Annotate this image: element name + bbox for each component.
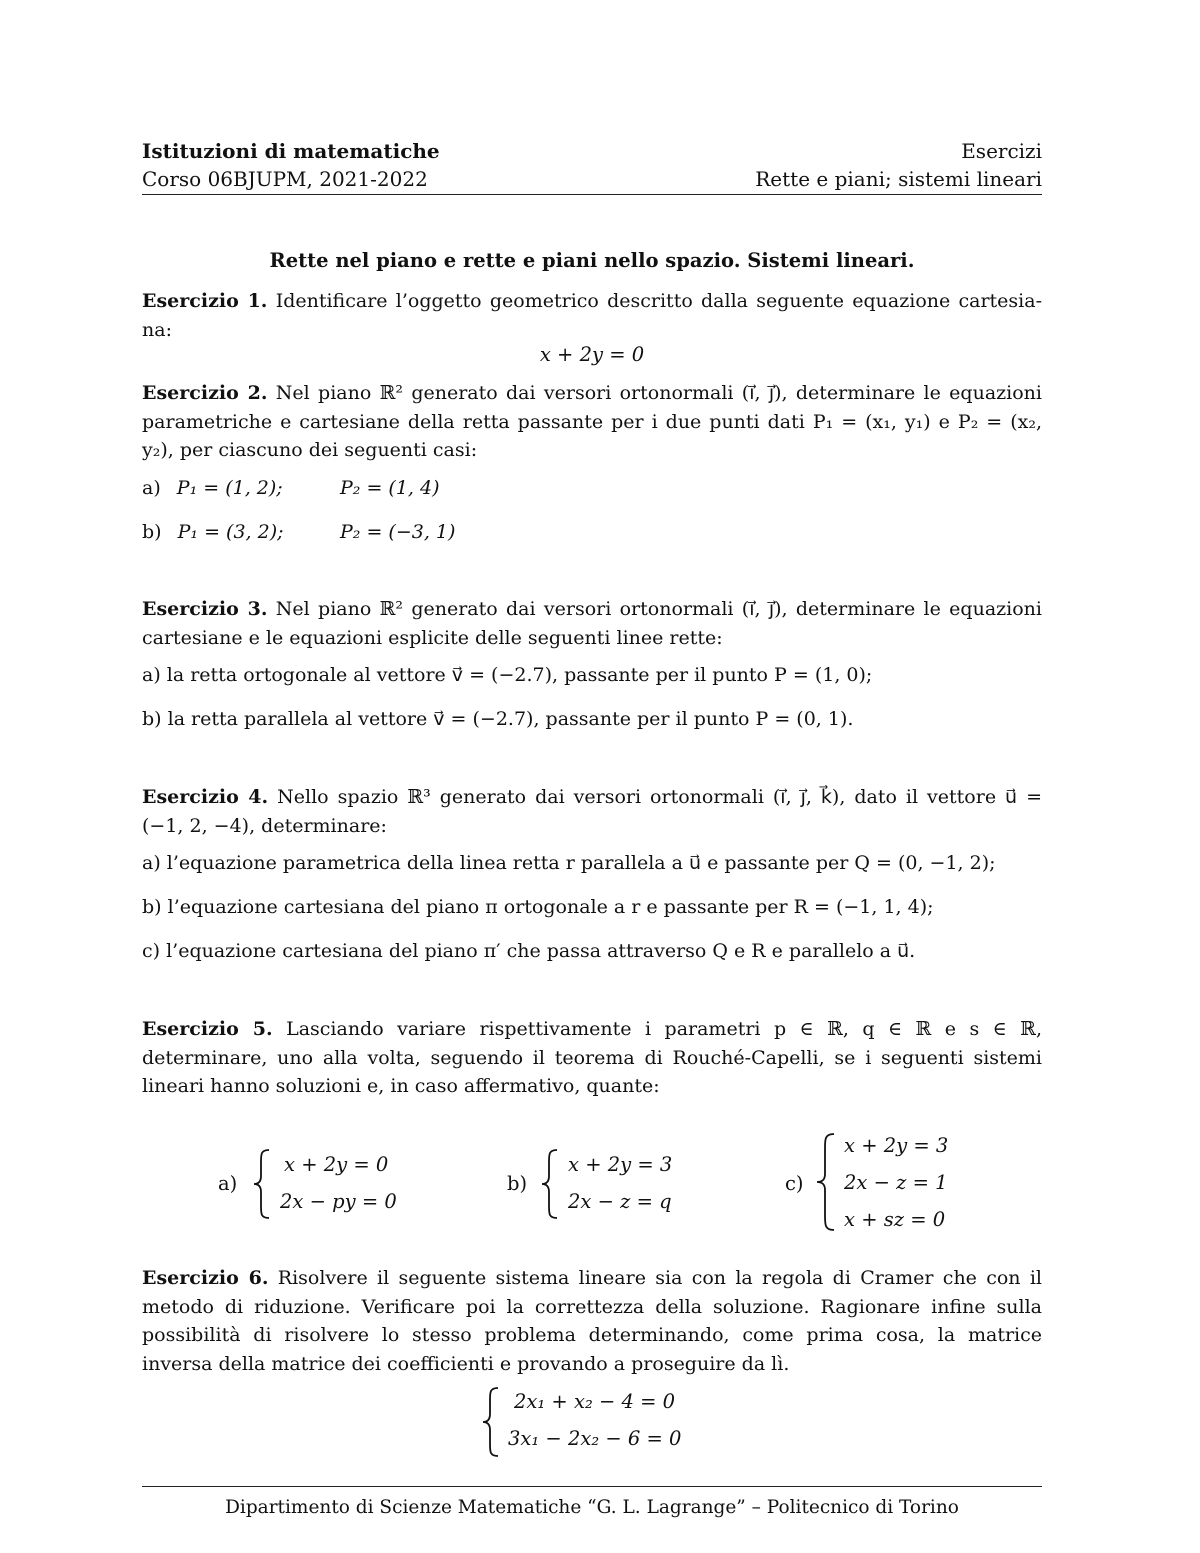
exercise-6-eq1: 2x₁ + x₂ − 4 = 0 [514,1390,676,1413]
system-b-brace [540,1148,562,1220]
exercise-4-item-c: c) l’equazione cartesiana del piano π′ che passa attraverso Q e R e parallelo a u⃗. [142,940,916,962]
doc-type: Esercizi [961,139,1042,163]
exercise-3-text: Nel piano ℝ² generato dai versori ortonormali (i⃗, j⃗), determinare le equazioni cartesiane e le equazioni esplicite delle seguenti linee rette: [142,598,1042,649]
exercise-3-label: Esercizio 3. [142,598,268,620]
exercise-5-text: Lasciando variare rispettivamente i parametri p ∈ ℝ, q ∈ ℝ e s ∈ ℝ, determinare, uno alla volta, seguendo il teorema di Rouché-Capelli, se i seguenti sistemi lineari hanno soluzioni e, in caso affermativo, quante: [142,1018,1042,1097]
exercise-5 [142,1015,1042,1101]
exercise-5-label: Esercizio 5. [142,1018,273,1040]
doc-topic: Rette e piani; sistemi lineari [755,167,1042,191]
exercise-2-case-a [142,477,440,499]
case-b-p2: P₂ = (−3, 1) [340,521,456,543]
exercise-2-label: Esercizio 2. [142,382,268,404]
case-a-p2: P₂ = (1, 4) [340,477,440,499]
footer-text: Dipartimento di Scienze Matematiche “G. L. Lagrange” – Politecnico di Torino [225,1497,959,1518]
system-c-label: c) [785,1172,804,1195]
footer-rule [142,1486,1042,1487]
exercise-2-text: Nel piano ℝ² generato dai versori ortonormali (i⃗, j⃗), determinare le equazioni parametriche e cartesiane della retta passante per i due punti dati P₁ = (x₁, y₁) e P₂ = (x₂, y₂), per ciascuno dei seguenti casi: [142,382,1042,461]
exercise-1 [142,287,1042,344]
system-b-eq1: x + 2y = 3 [568,1153,673,1176]
system-c-eq2: 2x − z = 1 [844,1171,948,1194]
exercise-4-text: Nello spazio ℝ³ generato dai versori ortonormali (i⃗, j⃗, k⃗), dato il vettore u⃗ = (−1, 2, −4), determinare: [142,786,1043,837]
system-a-label: a) [218,1172,238,1195]
system-c-eq3: x + sz = 0 [844,1208,946,1231]
exercise-6 [142,1264,1042,1378]
system-a-eq1: x + 2y = 0 [284,1153,389,1176]
case-b-p1: P₁ = (3, 2); [177,521,284,543]
exercise-1-label: Esercizio 1. [142,290,268,312]
exercise-6-eq2: 3x₁ − 2x₂ − 6 = 0 [508,1427,682,1450]
exercise-6-brace [481,1386,503,1458]
exercise-3-item-a: a) la retta ortogonale al vettore v⃗ = (−2.7), passante per il punto P = (1, 0); [142,664,873,686]
exercise-4-item-b: b) l’equazione cartesiana del piano π ortogonale a r e passante per R = (−1, 1, 4); [142,896,934,918]
system-b-eq2: 2x − z = q [568,1190,672,1213]
system-b-label: b) [507,1172,528,1195]
system-c-brace [815,1132,839,1232]
header-rule [142,194,1042,195]
system-a-brace [252,1148,274,1220]
page-title: Rette nel piano e rette e piani nello spazio. Sistemi lineari. [269,249,915,272]
case-a-label: a) [142,477,161,499]
exercise-2 [142,379,1042,465]
exercise-2-case-b [142,521,456,543]
exercise-6-label: Esercizio 6. [142,1267,269,1289]
case-a-p1: P₁ = (1, 2); [176,477,283,499]
exercise-1-equation: x + 2y = 0 [539,343,645,366]
course-code: Corso 06BJUPM, 2021-2022 [142,167,428,191]
exercise-1-text: Identificare l’oggetto geometrico descritto dalla seguente equazione cartesia-na: [142,290,1043,341]
exercise-4-item-a: a) l’equazione parametrica della linea retta r parallela a u⃗ e passante per Q = (0, −1, 2); [142,852,996,874]
exercise-3-item-b: b) la retta parallela al vettore v⃗ = (−2.7), passante per il punto P = (0, 1). [142,708,854,730]
exercise-6-text: Risolvere il seguente sistema lineare sia con la regola di Cramer che con il metodo di riduzione. Verificare poi la correttezza della soluzione. Ragionare infine sulla possibilità di risolvere lo stesso problema determinando, come prima cosa, la matrice inversa della matrice dei coefficienti e provando a proseguire da lì. [142,1267,1043,1375]
system-c-eq1: x + 2y = 3 [844,1134,949,1157]
system-a-eq2: 2x − py = 0 [280,1190,397,1213]
exercise-3 [142,595,1042,652]
exercise-4-label: Esercizio 4. [142,786,269,808]
case-b-label: b) [142,521,162,543]
course-title: Istituzioni di matematiche [142,139,440,163]
exercise-4 [142,783,1042,840]
